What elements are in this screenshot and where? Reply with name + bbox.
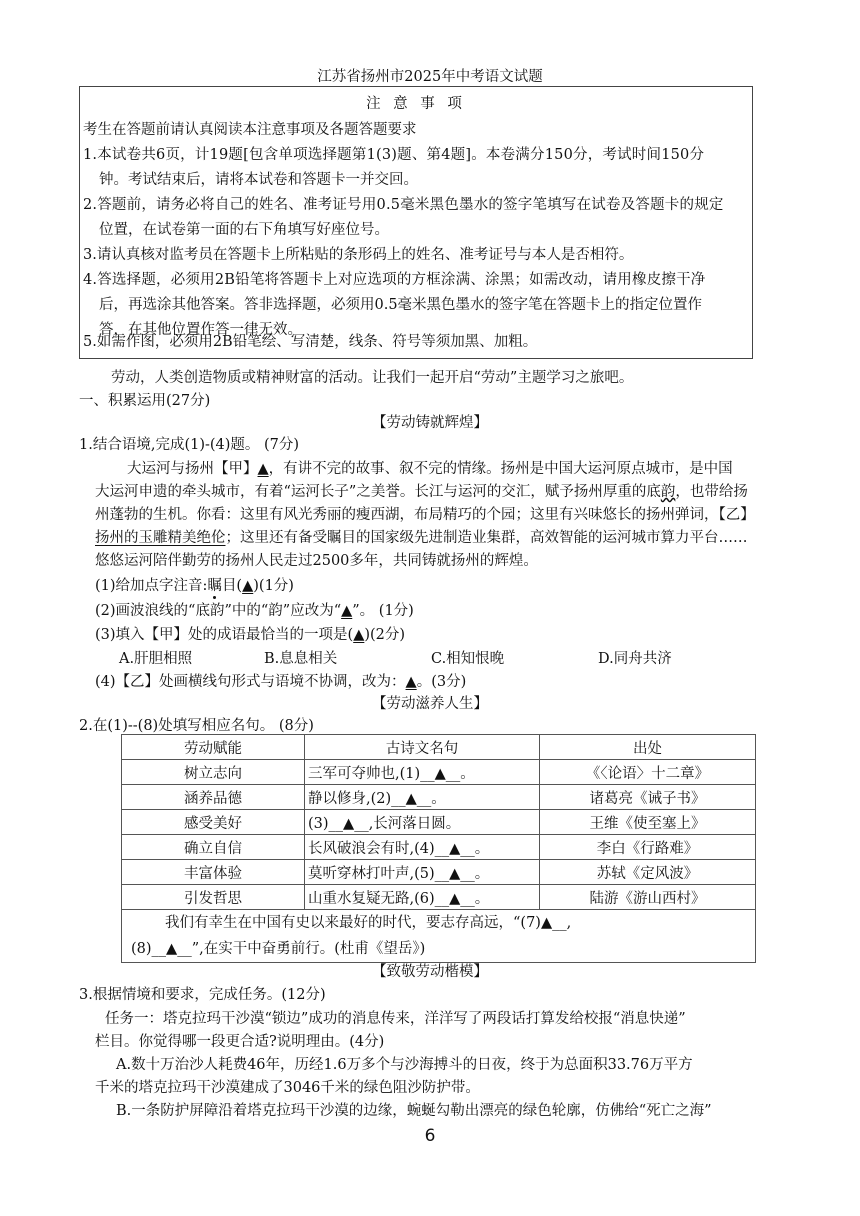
sub-text: (4)【乙】处画横线句形式与语境不协调，改为： xyxy=(95,674,406,690)
answer-blank: ▲ xyxy=(353,627,365,643)
sub-text: (1)给加点字注音: xyxy=(95,578,208,594)
table-row xyxy=(122,885,756,910)
table-header-row xyxy=(122,735,756,760)
poem-table xyxy=(121,734,756,963)
notice-line: 5.如需作图，必须用2B铅笔绘、写清楚，线条、符号等须加黑、加粗。 xyxy=(83,334,538,350)
sub-text: 。(3分) xyxy=(416,674,467,690)
sub-question-4 xyxy=(95,670,466,691)
table-cell: 陆游《游山西村》 xyxy=(540,885,756,910)
table-cell: 树立志向 xyxy=(122,760,305,785)
sub-question-2 xyxy=(95,599,414,620)
notice-box xyxy=(79,86,753,359)
summary-line: 我们有幸生在中国有史以来最好的时代，要志存高远，“(7)▲__, xyxy=(165,915,572,931)
notice-heading: 注 意 事 项 xyxy=(366,96,466,112)
sub-text: (2)画波浪线的“底韵”中的“韵”应改为“ xyxy=(95,603,342,619)
section-heading: 【劳动铸就辉煌】 xyxy=(372,415,488,431)
option-d: D.同舟共济 xyxy=(598,651,672,667)
table-cell: 静以修身,(2)__▲__。 xyxy=(305,785,540,810)
sub-text: ”。 (1分) xyxy=(352,603,414,619)
sub-text: (3)填入【甲】处的成语最恰当的一项是( xyxy=(95,627,354,643)
passage-line xyxy=(127,457,733,478)
header-cell: 劳动赋能 xyxy=(122,735,305,760)
blank-marker: ▲ xyxy=(257,461,269,477)
header-cell: 古诗文名句 xyxy=(305,735,540,760)
section-heading: 【致敬劳动楷模】 xyxy=(372,964,488,980)
option-b: B.息息相关 xyxy=(264,651,338,667)
answer-blank: ▲ xyxy=(405,674,417,690)
table-cell: 山重水复疑无路,(6)__▲__。 xyxy=(305,885,540,910)
table-cell: 苏轼《定风波》 xyxy=(540,860,756,885)
passage-text: 大运河与扬州【甲】 xyxy=(127,461,258,477)
table-cell: 感受美好 xyxy=(122,810,305,835)
notice-line: 后，再选涂其他答案。答非选择题，必须用0.5毫米黑色墨水的签字笔在答题卡上的指定位置作 xyxy=(99,297,703,313)
option-line: B.一条防护屏障沿着塔克拉玛干沙漠的边缘，蜿蜒勾勒出漂亮的绿色轮廓，仿佛给“死亡之海” xyxy=(116,1103,712,1119)
notice-line: 答，在其他位置作答一律无效。 xyxy=(99,322,302,338)
sub-text: 目( xyxy=(221,578,243,594)
table-cell: 莫听穿林打叶声,(5)__▲__。 xyxy=(305,860,540,885)
passage-text: ，有讲不完的故事、叙不完的情缘。扬州是中国大运河原点城市，是中国 xyxy=(268,461,733,477)
table-row xyxy=(122,810,756,835)
sub-question-1 xyxy=(95,574,294,595)
table-cell: 李白《行路难》 xyxy=(540,835,756,860)
notice-line: 1.本试卷共6页，计19题[包含单项选择题第1(3)题、第4题]。本卷满分150分，考试时间150分 xyxy=(83,147,705,163)
sub-text: )(1分) xyxy=(253,578,294,594)
task-line: 任务一：塔克拉玛干沙漠“锁边”成功的消息传来，洋洋写了两段话打算发给校报“消息快递” xyxy=(105,1011,686,1027)
table-row xyxy=(122,860,756,885)
table-row xyxy=(122,760,756,785)
answer-blank: ▲ xyxy=(341,603,353,619)
question-1-stem: 1.结合语境,完成(1)-(4)题。 (7分) xyxy=(79,437,300,453)
notice-line: 钟。考试结束后，请将本试卷和答题卡一并交回。 xyxy=(99,172,418,188)
table-cell: 《〈论语〉十二章》 xyxy=(540,760,756,785)
table-cell: 三军可夺帅也,(1)__▲__。 xyxy=(305,760,540,785)
table-cell: 引发哲思 xyxy=(122,885,305,910)
table-cell: 确立自信 xyxy=(122,835,305,860)
table-summary-row xyxy=(122,910,756,963)
notice-line: 位置，在试卷第一面的右下角填写好座位号。 xyxy=(99,222,389,238)
notice-line: 3.请认真核对监考员在答题卡上所粘贴的条形码上的姓名、准考证号与本人是否相符。 xyxy=(83,247,634,263)
passage-text: ，也带给扬 xyxy=(675,484,748,500)
sub-question-3 xyxy=(95,623,405,644)
table-cell: (3)__▲__,长河落日圆。 xyxy=(305,810,540,835)
table-row xyxy=(122,785,756,810)
exam-title: 江苏省扬州市2025年中考语文试题 xyxy=(317,69,543,85)
sub-text: )(2分) xyxy=(364,627,406,643)
underlined-sentence: 扬州的玉雕精美绝伦 xyxy=(95,530,226,546)
passage-line: 州蓬勃的生机。你看：这里有风光秀丽的瘦西湖，布局精巧的个园；这里有兴味悠长的扬州弹词，【乙】 xyxy=(95,507,755,523)
table-cell: 王维《使至塞上》 xyxy=(540,810,756,835)
summary-line: (8)__▲__”,在实干中奋勇前行。(杜甫《望岳》) xyxy=(131,941,426,957)
passage-line xyxy=(95,480,748,501)
table-cell: 诸葛亮《诫子书》 xyxy=(540,785,756,810)
table-cell: 丰富体验 xyxy=(122,860,305,885)
passage-text: 大运河申遗的牵头城市，有着“运河长子”之美誉。长江与运河的交汇，赋予扬州厚重的底 xyxy=(95,484,661,500)
dotted-char: 瞩 xyxy=(207,574,222,595)
question-2-stem: 2.在(1)--(8)处填写相应名句。 (8分) xyxy=(79,718,314,734)
section-heading: 【劳动滋养人生】 xyxy=(372,696,488,712)
notice-line: 2.答题前，请务必将自己的姓名、准考证号用0.5毫米黑色墨水的签字笔填写在试卷及答题卡的规定 xyxy=(83,197,724,213)
option-a: A.肝胆相照 xyxy=(119,651,193,667)
intro-paragraph: 劳动，人类创造物质或精神财富的活动。让我们一起开启“劳动”主题学习之旅吧。 xyxy=(111,370,634,386)
task-line: 栏目。你觉得哪一段更合适?说明理由。(4分) xyxy=(95,1034,385,1050)
table-cell: 长风破浪会有时,(4)__▲__。 xyxy=(305,835,540,860)
part-heading: 一、积累运用(27分) xyxy=(79,393,211,409)
notice-line: 4.答选择题，必须用2B铅笔将答题卡上对应选项的方框涂满、涂黑；如需改动，请用橡皮擦干净 xyxy=(83,272,706,288)
notice-intro: 考生在答题前请认真阅读本注意事项及各题答题要求 xyxy=(83,122,417,138)
table-cell: 涵养品德 xyxy=(122,785,305,810)
table-row xyxy=(122,835,756,860)
wavy-underlined-char: 韵 xyxy=(660,484,676,500)
summary-cell xyxy=(122,910,756,963)
option-line: A.数十万治沙人耗费46年，历经1.6万多个与沙海搏斗的日夜，终于为总面积33.76万平方 xyxy=(116,1057,693,1073)
passage-text: ；这里还有备受瞩目的国家级先进制造业集群，高效智能的运河城市算力平台…… xyxy=(225,530,748,546)
passage-line xyxy=(95,526,748,547)
passage-line: 悠悠运河陪伴勤劳的扬州人民走过2500多年，共同铸就扬州的辉煌。 xyxy=(95,553,538,569)
page-number: 6 xyxy=(424,1126,436,1146)
answer-blank: ▲ xyxy=(242,578,254,594)
question-3-stem: 3.根据情境和要求，完成任务。(12分) xyxy=(79,987,326,1003)
header-cell: 出处 xyxy=(540,735,756,760)
option-c: C.相知恨晚 xyxy=(431,651,505,667)
option-line: 千米的塔克拉玛干沙漠建成了3046千米的绿色阻沙防护带。 xyxy=(95,1080,480,1096)
